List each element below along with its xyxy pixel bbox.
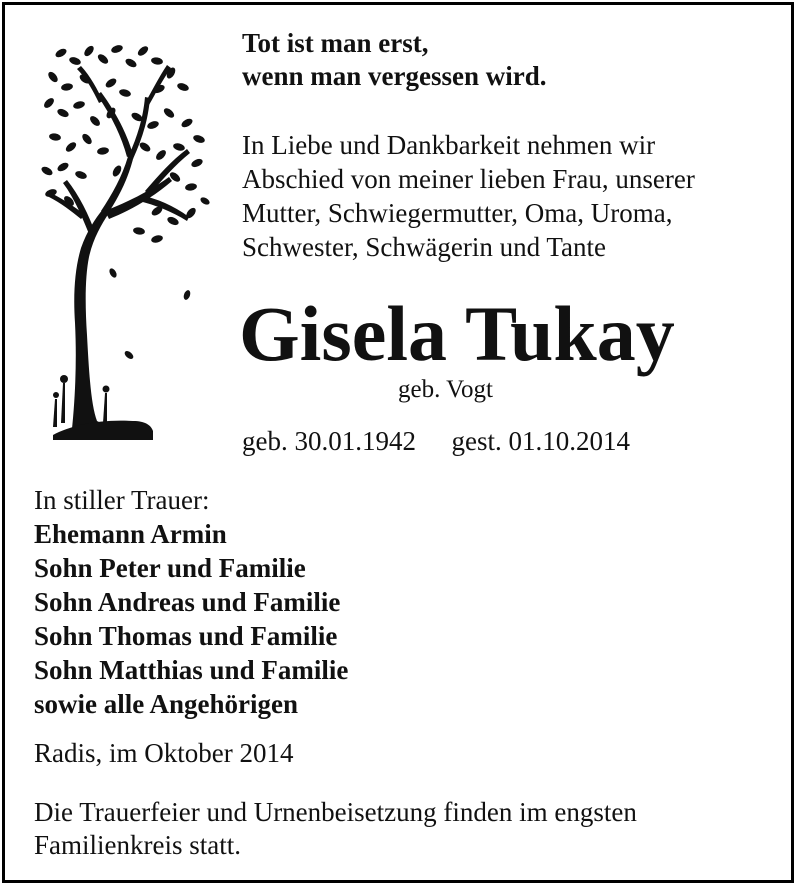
mourner-name: Sohn Matthias und Familie [34, 655, 349, 685]
place-date: Radis, im Oktober 2014 [34, 738, 294, 768]
tree-silhouette-icon [41, 43, 211, 443]
funeral-note-line: Die Trauerfeier und Urnenbeisetzung finden im engsten [34, 797, 637, 827]
mourners-heading: In stiller Trauer: [34, 485, 210, 515]
maiden-name: geb. Vogt [398, 376, 493, 403]
motto [242, 27, 547, 93]
life-dates [242, 425, 630, 457]
motto-line-1: Tot ist man erst, [242, 28, 429, 58]
intro-line: Abschied von meiner lieben Frau, unserer [242, 164, 695, 194]
intro-text [242, 128, 695, 264]
mourners [34, 483, 348, 721]
motto-line-2: wenn man vergessen wird. [242, 61, 547, 91]
mourner-name: sowie alle Angehörigen [34, 689, 298, 719]
birth-date: geb. 30.01.1942 [242, 426, 416, 456]
intro-line: In Liebe und Dankbarkeit nehmen wir [242, 130, 656, 160]
obituary-frame [2, 2, 794, 883]
funeral-note [34, 796, 637, 862]
mourner-name: Sohn Thomas und Familie [34, 621, 338, 651]
mourner-name: Sohn Peter und Familie [34, 553, 306, 583]
mourner-name: Sohn Andreas und Familie [34, 587, 341, 617]
funeral-note-line: Familienkreis statt. [34, 830, 241, 860]
death-date: gest. 01.10.2014 [451, 426, 630, 456]
intro-line: Mutter, Schwiegermutter, Oma, Uroma, [242, 198, 673, 228]
mourner-name: Ehemann Armin [34, 519, 227, 549]
intro-line: Schwester, Schwägerin und Tante [242, 232, 606, 262]
deceased-name: Gisela Tukay [239, 290, 675, 377]
